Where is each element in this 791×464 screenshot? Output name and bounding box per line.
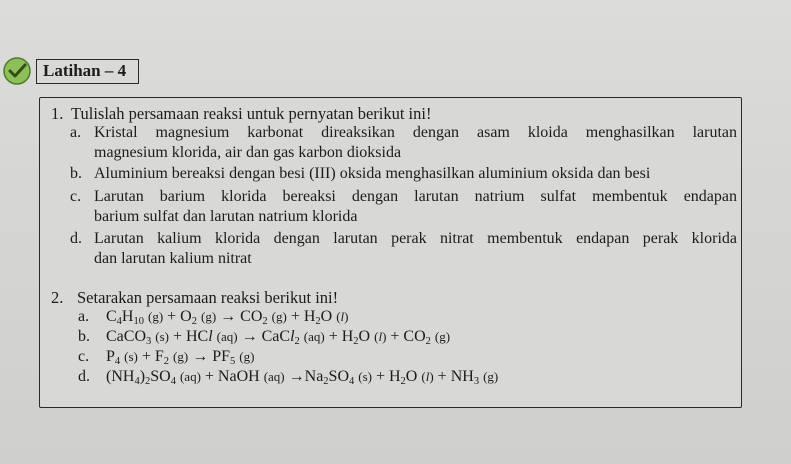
page-title: Latihan – 4 bbox=[36, 59, 139, 84]
question-1a-line1: Kristal magnesium karbonat direaksikan dengan asam kloida menghasilkan larutan bbox=[94, 124, 737, 141]
equation-2a: $C_4H_{10}$ $(g) + O_2$ $(g) \to CO_2$ $(g) + H_2O$ (l) bbox=[106, 308, 349, 327]
question-2a-marker: a. bbox=[78, 308, 90, 325]
question-1-text: Tulislah persamaan reaksi untuk pernyatan berikut ini! bbox=[71, 104, 432, 123]
question-1b-line1: Aluminium bereaksi dengan besi (III) oksida menghasilkan aluminium oksida dan besi bbox=[94, 165, 651, 182]
question-2b-marker: b. bbox=[78, 328, 90, 345]
question-2d-marker: d. bbox=[78, 368, 90, 385]
question-1d-line1: Larutan kalium klorida dengan larutan perak nitrat membentuk endapan perak klorida bbox=[94, 230, 737, 247]
exercise-box bbox=[39, 97, 742, 408]
question-1a-line2: magnesium klorida, air dan gas karbon dioksida bbox=[94, 144, 402, 161]
question-1c-marker: c. bbox=[70, 188, 82, 205]
equation-2d: $(NH_4)_2SO_4$ (aq) + NaOH $(aq) \to Na_2SO_4$ $(s) + H_2O$ $(l) + NH_3$ (g) bbox=[106, 368, 499, 387]
question-1d-marker: d. bbox=[70, 230, 82, 247]
question-2c-marker: c. bbox=[78, 348, 90, 365]
question-1c-line2: barium sulfat dan larutan natrium klorida bbox=[94, 208, 358, 225]
question-1-number: 1. bbox=[51, 104, 64, 123]
question-2-number: 2. bbox=[51, 288, 64, 307]
question-1b-marker: b. bbox=[70, 165, 82, 182]
question-1d-line2: dan larutan kalium nitrat bbox=[94, 250, 252, 267]
question-2-text: Setarakan persamaan reaksi berikut ini! bbox=[77, 288, 339, 307]
check-icon bbox=[2, 56, 32, 86]
question-1c-line1: Larutan barium klorida bereaksi dengan larutan natrium sulfat membentuk endapan bbox=[94, 188, 737, 205]
equation-2b: CaCO$_3$ (s) + HCl (aq) → CaCl$_2$ $(aq) + H_2O$ $(l) + CO_2$ (g) bbox=[106, 328, 451, 347]
equation-2c: $P_4$ $(s) + F_2$ $(g) \to PF_5$ (g) bbox=[106, 348, 255, 367]
question-1a-marker: a. bbox=[70, 124, 82, 141]
